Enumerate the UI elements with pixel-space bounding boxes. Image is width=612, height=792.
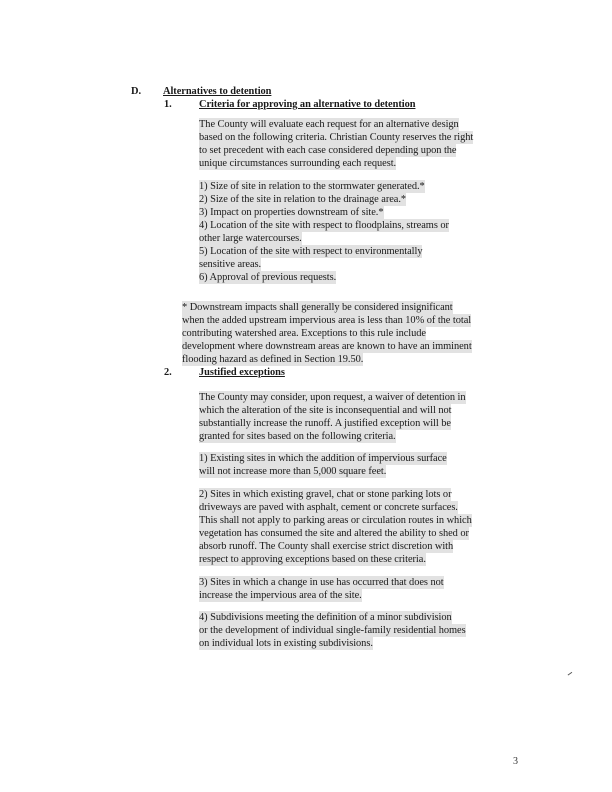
intro-line: substantially increase the runoff. A justified exception will be	[199, 418, 451, 429]
exception-item: 3) Sites in which a change in use has occurred that does not	[199, 577, 444, 588]
subsection-2-number: 2.	[164, 367, 172, 378]
criteria-item: 2) Size of the site in relation to the drainage area.*	[199, 194, 407, 205]
exception-item-continued: driveways are paved with asphalt, cement or concrete surfaces.	[199, 502, 458, 513]
criteria-item-continued: sensitive areas.	[199, 259, 262, 270]
exception-item: 2) Sites in which existing gravel, chat or stone parking lots or	[199, 489, 452, 500]
criteria-item: 3) Impact on properties downstream of site.*	[199, 207, 384, 218]
footnote-line: development where downstream areas are known to have an imminent	[182, 341, 472, 352]
exception-item: 1) Existing sites in which the addition of impervious surface	[199, 453, 447, 464]
criteria-item: 1) Size of site in relation to the stormwater generated.*	[199, 181, 425, 192]
exception-item-continued: absorb runoff. The County shall exercise strict discretion with	[199, 541, 454, 552]
exception-item-continued: increase the impervious area of the site.	[199, 590, 362, 601]
intro-line: The County will evaluate each request for an alternative design	[199, 119, 459, 130]
intro-line: granted for sites based on the following criteria.	[199, 431, 396, 442]
subsection-1-number: 1.	[164, 99, 172, 110]
intro-line: unique circumstances surrounding each request.	[199, 158, 397, 169]
section-title: Alternatives to detention	[163, 86, 272, 97]
criteria-item: 6) Approval of previous requests.	[199, 272, 337, 283]
exception-item-continued: will not increase more than 5,000 square feet.	[199, 466, 387, 477]
footnote-line: * Downstream impacts shall generally be considered insignificant	[182, 302, 453, 313]
exception-item-continued: respect to approving exceptions based on these criteria.	[199, 554, 426, 565]
intro-line: based on the following criteria. Christian County reserves the right	[199, 132, 474, 143]
exception-item-continued: on individual lots in existing subdivisions.	[199, 638, 373, 649]
exception-item-continued: or the development of individual single-family residential homes	[199, 625, 466, 636]
footnote-line: when the added upstream impervious area is less than 10% of the total	[182, 315, 472, 326]
exception-item-continued: vegetation has consumed the site and altered the ability to shed or	[199, 528, 469, 539]
footnote-line: contributing watershed area. Exceptions to this rule include	[182, 328, 426, 339]
footnote-line: flooding hazard as defined in Section 19.50.	[182, 354, 364, 365]
exception-item: 4) Subdivisions meeting the definition of a minor subdivision	[199, 612, 452, 623]
exception-item-continued: This shall not apply to parking areas or circulation routes in which	[199, 515, 472, 526]
criteria-item-continued: other large watercourses.	[199, 233, 302, 244]
section-letter: D.	[131, 86, 142, 97]
scan-mark	[568, 672, 574, 677]
page-number: 3	[513, 756, 518, 767]
subsection-2-title: Justified exceptions	[199, 367, 285, 378]
intro-line: to set precedent with each case considered depending upon the	[199, 145, 457, 156]
criteria-item: 5) Location of the site with respect to environmentally	[199, 246, 423, 257]
intro-line: which the alteration of the site is inconsequential and will not	[199, 405, 452, 416]
intro-line: The County may consider, upon request, a waiver of detention in	[199, 392, 466, 403]
criteria-item: 4) Location of the site with respect to floodplains, streams or	[199, 220, 449, 231]
subsection-1-title: Criteria for approving an alternative to detention	[199, 99, 416, 110]
